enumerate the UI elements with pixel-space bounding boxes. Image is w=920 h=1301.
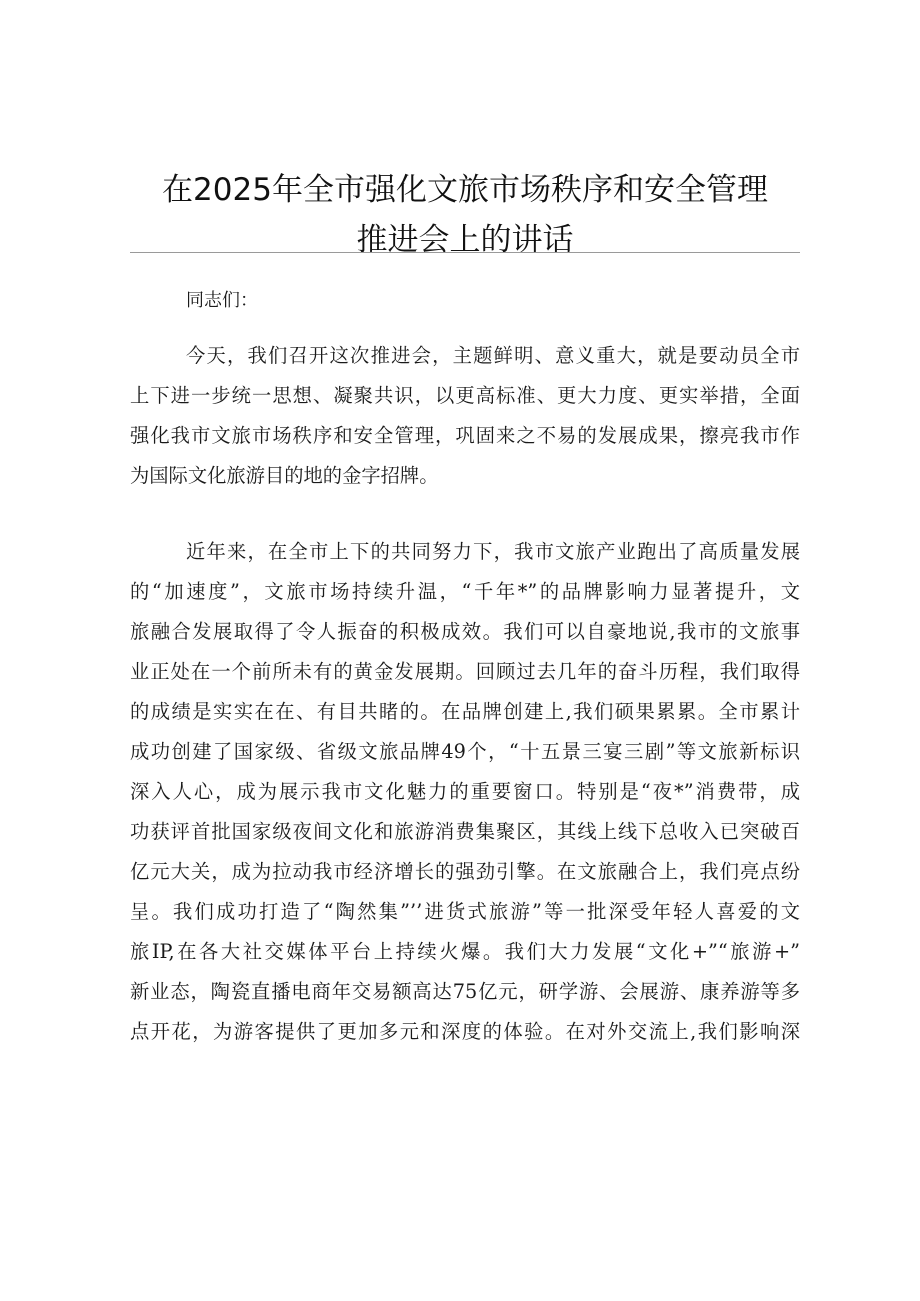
paragraph-line: 为国际文化旅游目的地的金字招牌。 xyxy=(130,464,439,487)
paragraph-2 xyxy=(130,532,800,1052)
document-title-line-2: 推进会上的讲话 xyxy=(356,222,574,258)
title-divider xyxy=(130,252,800,253)
paragraph-line: 呈。我们成功打造了“陶然集”’’进货式旅游”等一批深受年轻人喜爱的文 xyxy=(130,900,800,923)
paragraph-line: 的成绩是实实在在、有目共睹的。在品牌创建上,我们硕果累累。全市累计 xyxy=(130,700,800,723)
paragraph-line: 点开花，为游客提供了更加多元和深度的体验。在对外交流上,我们影响深 xyxy=(130,1020,800,1043)
paragraph-line: 上下进一步统一思想、凝聚共识，以更高标准、更大力度、更实举措，全面 xyxy=(130,384,800,407)
paragraph-line: 旅融合发展取得了令人振奋的积极成效。我们可以自豪地说,我市的文旅事 xyxy=(130,620,800,643)
paragraph-line: 成功创建了国家级、省级文旅品牌49个，“十五景三宴三剧”等文旅新标识 xyxy=(130,740,800,763)
paragraph-line: 深入人心，成为展示我市文化魅力的重要窗口。特别是“夜*”消费带，成 xyxy=(130,780,800,803)
paragraph-line: 功获评首批国家级夜间文化和旅游消费集聚区，其线上线下总收入已突破百 xyxy=(130,820,800,843)
paragraph-1 xyxy=(130,336,800,496)
paragraph-line: 近年来，在全市上下的共同努力下，我市文旅产业跑出了高质量发展 xyxy=(186,540,800,563)
paragraph-line: 强化我市文旅市场秩序和安全管理，巩固来之不易的发展成果，擦亮我市作 xyxy=(130,424,800,447)
paragraph-line: 旅IP,在各大社交媒体平台上持续火爆。我们大力发展“文化+”“旅游+” xyxy=(130,940,800,963)
paragraph-line: 今天，我们召开这次推进会，主题鲜明、意义重大，就是要动员全市 xyxy=(186,344,800,367)
paragraph-line: 业正处在一个前所未有的黄金发展期。回顾过去几年的奋斗历程，我们取得 xyxy=(130,660,800,683)
paragraph-line: 的“加速度”，文旅市场持续升温，“千年*”的品牌影响力显著提升，文 xyxy=(130,580,800,603)
greeting: 同志们： xyxy=(186,290,258,311)
paragraph-line: 亿元大关，成为拉动我市经济增长的强劲引擎。在文旅融合上，我们亮点纷 xyxy=(130,860,800,883)
paragraph-line: 新业态，陶瓷直播电商年交易额高达75亿元，研学游、会展游、康养游等多 xyxy=(130,980,800,1003)
document-title-line-1: 在2025年全市强化文旅市场秩序和安全管理 xyxy=(162,172,768,208)
